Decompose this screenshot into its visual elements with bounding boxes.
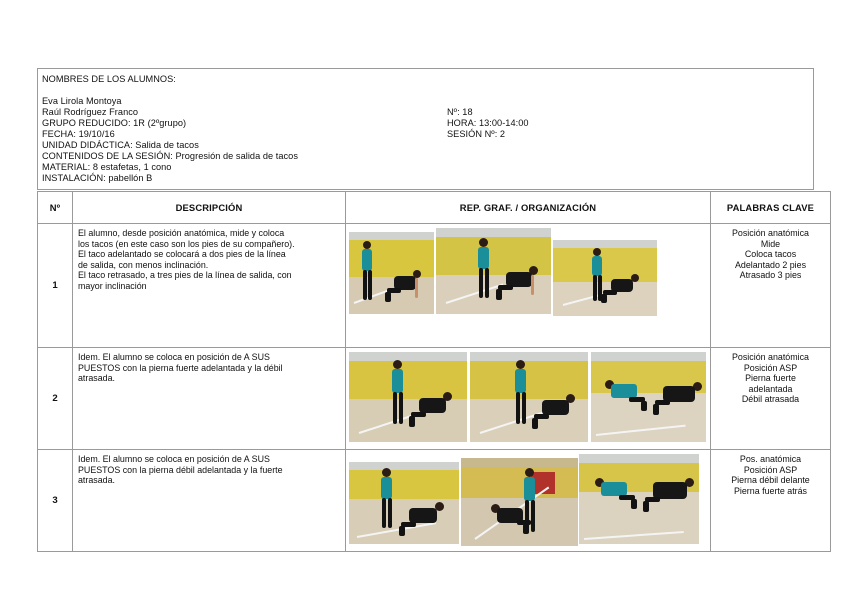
header-student-1: Eva Lirola Montoya — [42, 96, 122, 106]
description-line: los tacos (en este caso son los pies de su compañero). — [78, 238, 295, 249]
table-header-row — [38, 192, 831, 224]
header-session-id: SESIÓN Nº: 2 — [447, 129, 506, 139]
keyword: Pierna débil delante — [731, 475, 810, 485]
row-graphics — [346, 224, 711, 348]
row-description — [73, 224, 346, 348]
photo-set-position-weak-leg — [579, 454, 699, 544]
session-table — [37, 191, 831, 552]
keyword: Pierna fuerte atrás — [733, 485, 807, 496]
keyword: Posición anatómica — [732, 228, 809, 238]
header-material: MATERIAL: 8 estafetas, 1 cono — [42, 162, 172, 172]
keyword: Débil atrasada — [741, 394, 800, 404]
photo-set-position — [470, 352, 588, 442]
description-line: El taco adelantado se colocará a dos pies de la línea — [78, 249, 286, 259]
header-graph: REP. GRAF. / ORGANIZACIÓN — [346, 192, 711, 224]
photo-set-position — [349, 352, 467, 442]
header-session-number: Nº: 18 — [447, 107, 473, 117]
description-line: El taco retrasado, a tres pies de la línea de salida, con — [78, 270, 292, 280]
table-row — [38, 450, 831, 552]
row-description — [73, 450, 346, 552]
row-number: 2 — [38, 348, 73, 450]
row-number: 1 — [38, 224, 73, 348]
row-keywords — [711, 224, 831, 348]
keyword: Pierna fuerte — [745, 373, 796, 383]
description-line: El alumno, desde posición anatómica, mide y coloca — [78, 228, 285, 238]
header-time: HORA: 13:00-14:00 — [447, 118, 529, 128]
table-row — [38, 224, 831, 348]
keyword: Coloca tacos — [744, 249, 797, 259]
keyword: Mide — [760, 238, 781, 249]
row-graphics — [346, 450, 711, 552]
header-students-title: NOMBRES DE LOS ALUMNOS: — [42, 74, 176, 84]
keyword: Posición ASP — [743, 362, 798, 373]
description-line: mayor inclinación — [78, 280, 147, 291]
photo-measuring — [553, 240, 657, 316]
table-row — [38, 348, 831, 450]
description-line: atrasada. — [78, 373, 116, 383]
photo-measuring — [436, 228, 551, 314]
keyword: Atrasado 3 pies — [739, 270, 802, 280]
row-description — [73, 348, 346, 450]
header-facility: INSTALACIÓN: pabellón B — [42, 173, 153, 183]
header-num: Nº — [38, 192, 73, 224]
header-student-2: Raúl Rodríguez Franco — [42, 107, 139, 117]
description-line: PUESTOS con la pierna fuerte adelantada y la débil — [78, 362, 283, 373]
keyword: Posición ASP — [743, 464, 798, 475]
header-date: FECHA: 19/10/16 — [42, 129, 115, 139]
row-number: 3 — [38, 450, 73, 552]
session-header — [37, 68, 814, 190]
keyword: Pos. anatómica — [739, 454, 802, 464]
description-line: PUESTOS con la pierna débil adelantada y la fuerte — [78, 464, 283, 475]
photo-set-position — [591, 352, 706, 442]
header-contents: CONTENIDOS DE LA SESIÓN: Progresión de salida de tacos — [42, 151, 298, 161]
keyword: Posición anatómica — [732, 352, 809, 362]
description-line: Idem. El alumno se coloca en posición de A SUS — [78, 352, 270, 362]
row-keywords — [711, 348, 831, 450]
header-group: GRUPO REDUCIDO: 1R (2ºgrupo) — [42, 118, 187, 128]
header-keywords: PALABRAS CLAVE — [711, 192, 831, 224]
photo-set-position-weak-leg — [349, 462, 459, 544]
header-unit: UNIDAD DIDÁCTICA: Salida de tacos — [42, 140, 199, 150]
row-keywords — [711, 450, 831, 552]
row-graphics — [346, 348, 711, 450]
keyword: adelantada — [748, 383, 793, 394]
photo-measuring — [349, 232, 434, 314]
header-description: DESCRIPCIÓN — [73, 192, 346, 224]
description-line: Idem. El alumno se coloca en posición de A SUS — [78, 454, 270, 464]
keyword: Adelantado 2 pies — [734, 259, 807, 270]
description-line: de salida, con menos inclinación. — [78, 259, 209, 270]
description-line: atrasada. — [78, 475, 116, 485]
photo-set-position-weak-leg — [461, 458, 578, 546]
